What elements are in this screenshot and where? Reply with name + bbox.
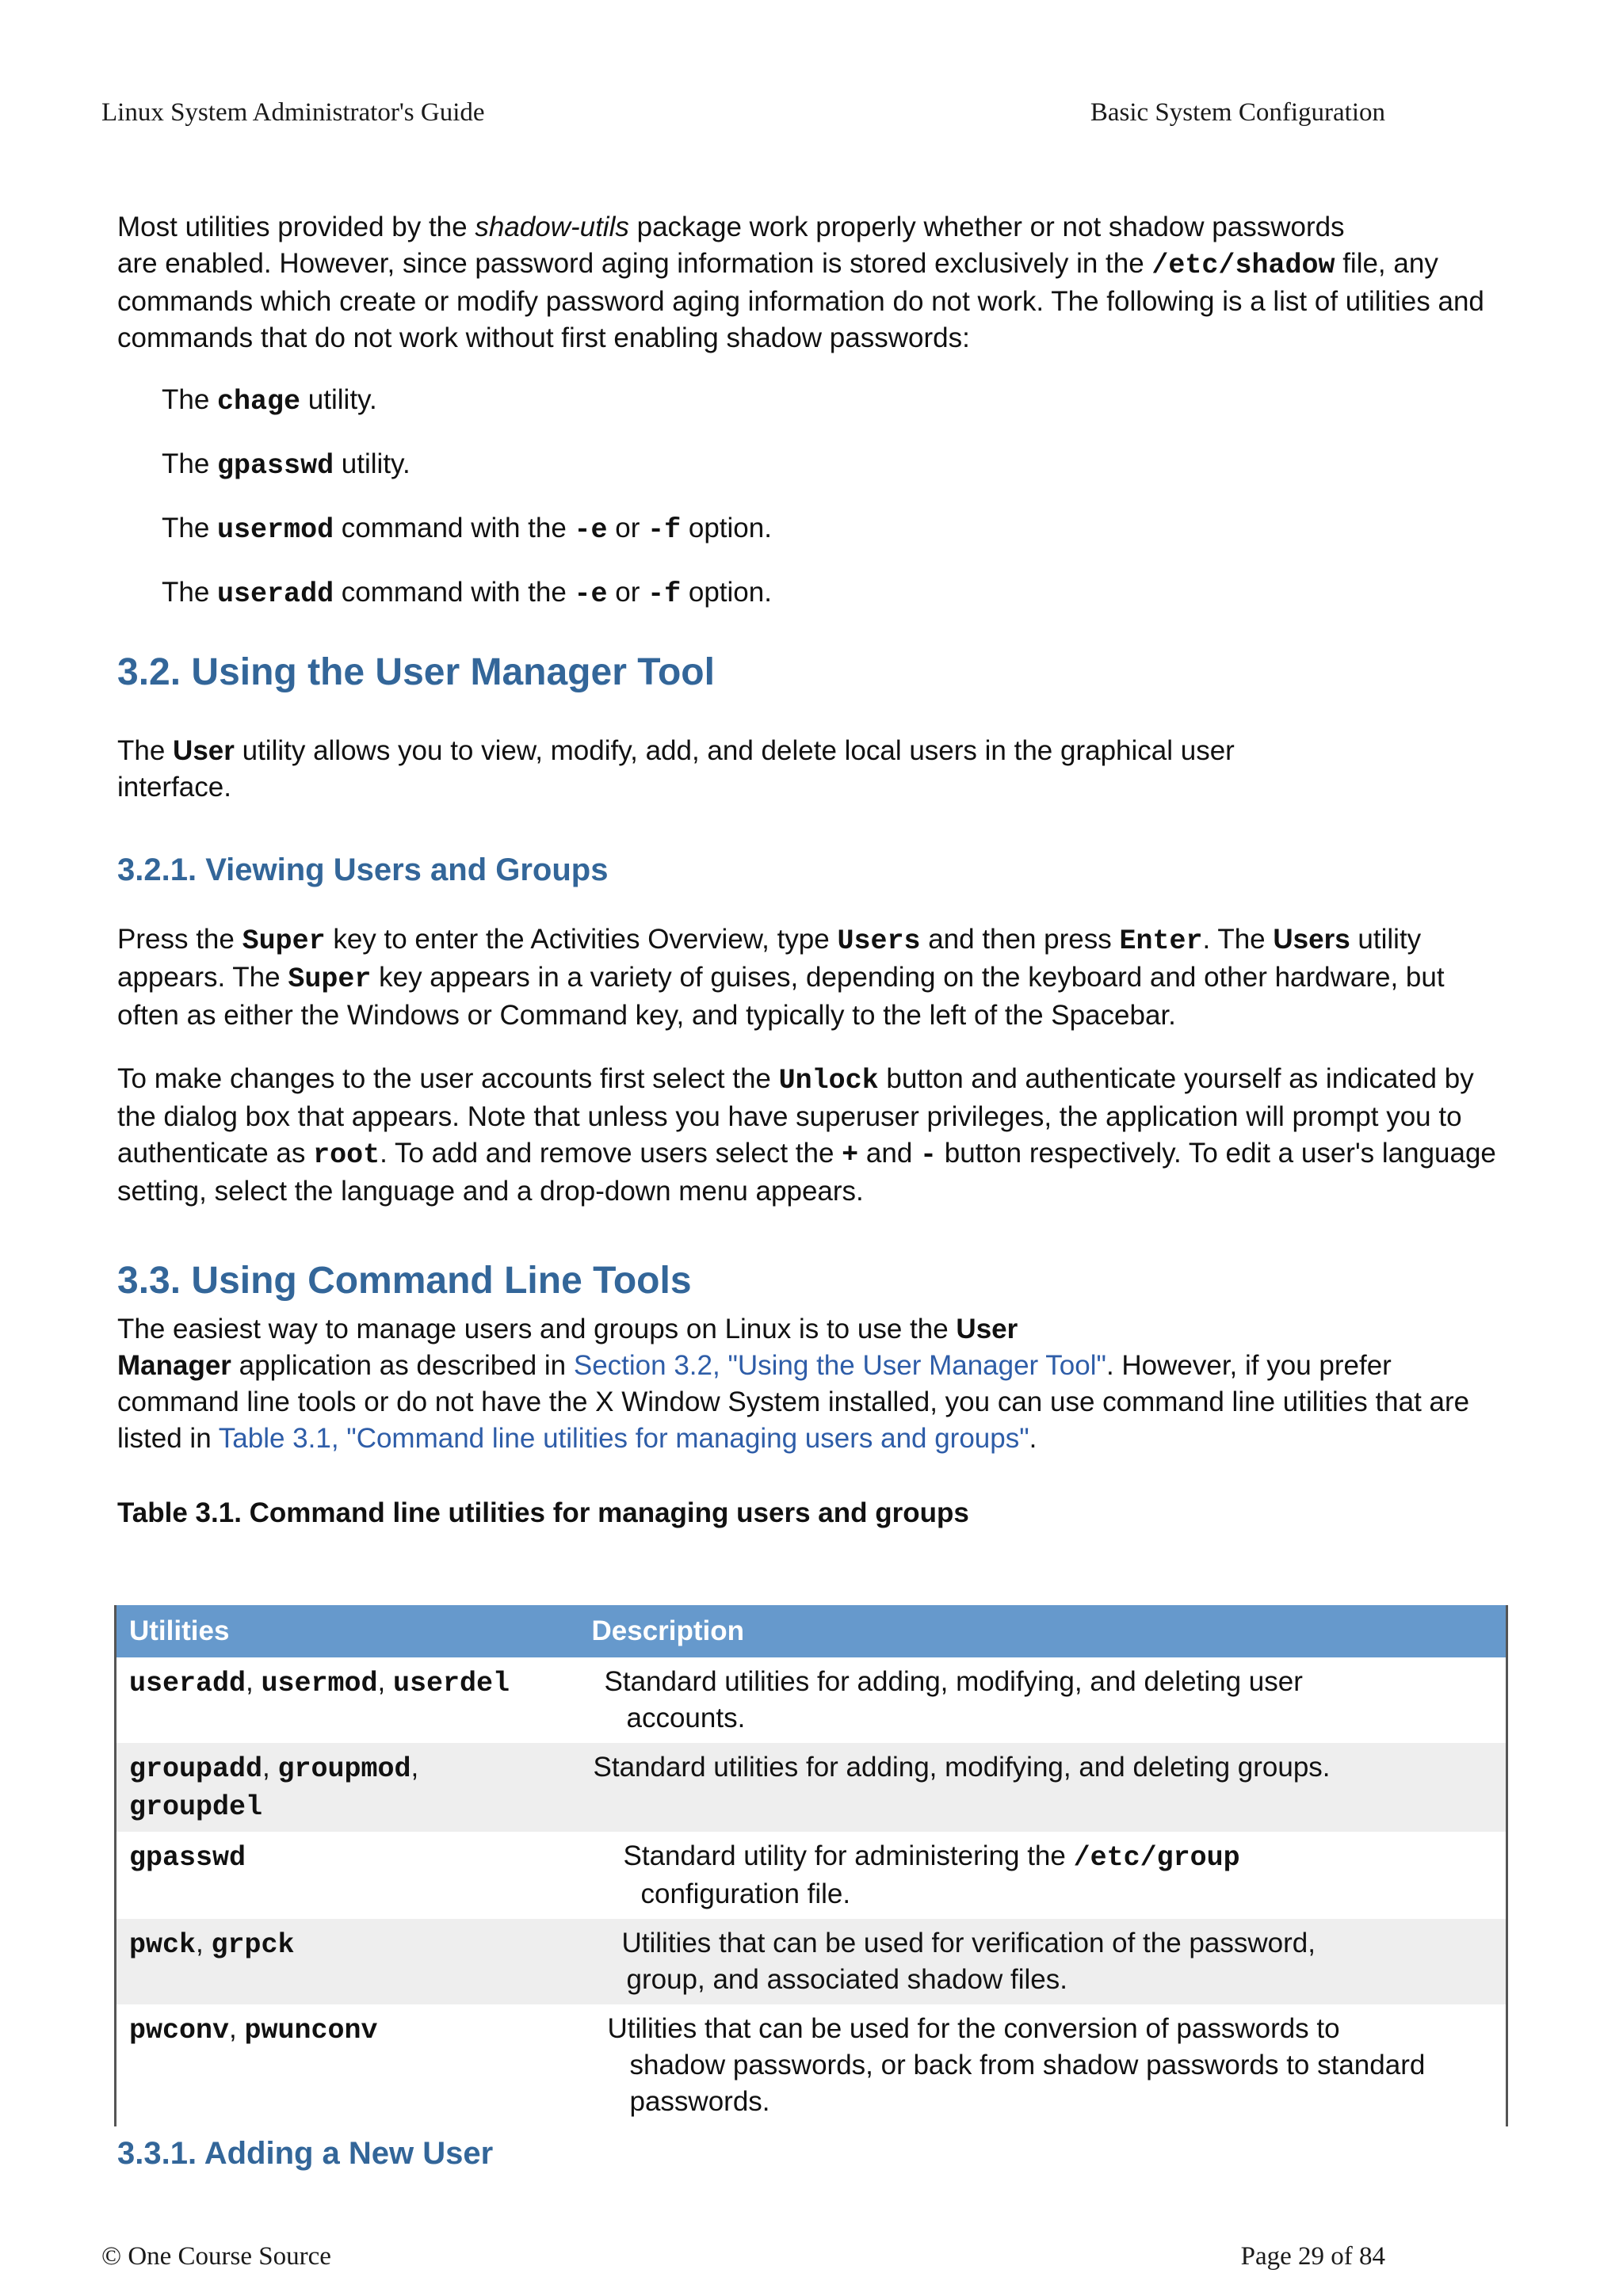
user-name: root <box>313 1139 380 1171</box>
table-row <box>116 1743 1507 1832</box>
running-header <box>101 98 1385 128</box>
separator: , <box>229 2013 245 2044</box>
table-caption: Table 3.1. Command line utilities for managing users and groups <box>117 1497 969 1528</box>
section-heading-3-2-1: 3.2.1. Viewing Users and Groups <box>117 852 609 887</box>
command: pwconv <box>129 2015 230 2046</box>
table-row <box>116 1832 1507 1919</box>
typed-text: Users <box>837 925 921 957</box>
text: Standard utilities for adding, modifying, and deleting user <box>604 1666 1303 1697</box>
text: accounts. <box>626 1703 746 1733</box>
text: . <box>1029 1423 1037 1454</box>
text: file, any commands which create or modify password aging information do not work. The following is a list of utilities and commands that do not work without first enabling shadow passwords: <box>117 248 1484 353</box>
section-heading-3-3-1: 3.3.1. Adding a New User <box>117 2136 494 2171</box>
text: Utilities that can be used for verification of the password, <box>621 1928 1316 1958</box>
option: -e <box>574 514 608 546</box>
text: The <box>117 735 174 766</box>
option: -f <box>647 514 682 546</box>
command: grpck <box>211 1929 295 1961</box>
text: button respectively. To edit a user's language setting, select the language and a drop-down menu appears. <box>117 1138 1496 1207</box>
column-header: Utilities <box>116 1605 579 1657</box>
utilities-cell <box>116 1832 579 1919</box>
utilities-cell <box>116 1657 579 1743</box>
package-name: shadow-utils <box>475 212 629 242</box>
app-name: User <box>956 1314 1018 1344</box>
separator: , <box>262 1752 278 1783</box>
separator: , <box>377 1666 393 1697</box>
table-row <box>116 2004 1507 2126</box>
text: utility allows you to view, modify, add, and delete local users in the graphical user interface. <box>117 735 1235 803</box>
section-link[interactable]: Section 3.2, "Using the User Manager Tool" <box>573 1350 1106 1381</box>
command: groupadd <box>129 1753 263 1785</box>
utilities-cell <box>116 2004 579 2126</box>
utilities-table <box>114 1605 1508 2126</box>
description-cell <box>579 1919 1507 2004</box>
separator: , <box>411 1752 419 1783</box>
utilities-cell <box>116 1743 579 1832</box>
command: useradd <box>129 1668 246 1699</box>
header-book-title: Linux System Administrator's Guide <box>101 98 485 127</box>
text: utility appears. The <box>117 924 1422 993</box>
text: configuration file. <box>640 1878 851 1909</box>
section-3-2-paragraph <box>117 733 1290 806</box>
section-3-3-paragraph <box>117 1311 1512 1457</box>
text: shadow passwords, or back from shadow passwords to standard <box>629 2050 1426 2081</box>
text: Standard utility for administering the <box>623 1840 1074 1871</box>
command: pwck <box>129 1929 197 1961</box>
app-name: Users <box>1273 924 1350 955</box>
text: . However, if you prefer command line tools or do not have the X Window System installed, you can use command line utilities that are listed in <box>117 1350 1470 1454</box>
page-number: Page 29 of 84 <box>1240 2242 1385 2271</box>
text: key to enter the Activities Overview, type <box>325 924 838 955</box>
key-name: Super <box>242 925 326 957</box>
option: -f <box>647 578 682 610</box>
section-heading-3-3: 3.3. Using Command Line Tools <box>117 1260 692 1302</box>
command: gpasswd <box>217 450 334 482</box>
shadow-file-path: /etc/shadow <box>1151 250 1335 281</box>
text: passwords. <box>629 2086 770 2117</box>
text: . To add and remove users select the <box>380 1138 842 1169</box>
option: -e <box>574 578 608 610</box>
table-row <box>116 1657 1507 1743</box>
table-header-row <box>116 1605 1507 1657</box>
column-header: Description <box>579 1605 1507 1657</box>
description-cell <box>579 1743 1507 1832</box>
app-name: Manager <box>117 1350 231 1381</box>
command: usermod <box>261 1668 378 1699</box>
command: groupmod <box>277 1753 411 1785</box>
header-chapter-title: Basic System Configuration <box>1090 98 1385 127</box>
description-cell <box>579 1832 1507 1919</box>
separator: , <box>246 1666 262 1697</box>
text: application as described in <box>231 1350 574 1381</box>
command: gpasswd <box>129 1842 246 1874</box>
intro-paragraph <box>117 209 1512 357</box>
text: package work properly whether or not shadow passwords <box>628 212 1345 242</box>
command: usermod <box>217 514 334 546</box>
description-cell <box>579 2004 1507 2126</box>
text: option. <box>681 513 772 543</box>
description-cell <box>579 1657 1507 1743</box>
text: button and authenticate yourself as indicated by the dialog box that appears. Note that unless you have superuser privileges, the application will prompt you to authenticate as <box>117 1063 1474 1169</box>
text: The easiest way to manage users and groups on Linux is to use the <box>117 1314 957 1344</box>
text: and <box>858 1138 921 1169</box>
text: The <box>162 384 218 415</box>
table-row <box>116 1919 1507 2004</box>
text: Standard utilities for adding, modifying, and deleting groups. <box>593 1752 1331 1783</box>
command: userdel <box>392 1668 510 1699</box>
utilities-cell <box>116 1919 579 2004</box>
text: or <box>607 513 648 543</box>
command: groupdel <box>129 1791 263 1823</box>
list-item <box>162 446 1512 484</box>
list-item <box>162 574 1512 612</box>
separator: , <box>196 1928 212 1958</box>
text: . The <box>1202 924 1274 955</box>
command: pwunconv <box>244 2015 378 2046</box>
button-name: Unlock <box>778 1065 879 1097</box>
button-name: + <box>842 1139 859 1171</box>
text: The <box>162 577 218 608</box>
text: and then press <box>920 924 1120 955</box>
text: Most utilities provided by the <box>117 212 475 242</box>
text: key appears in a variety of guises, depending on the keyboard and other hardware, but often as either the Windows or Command key, and typically to the left of the Spacebar. <box>117 962 1445 1031</box>
text: option. <box>681 577 772 608</box>
text: The <box>162 448 218 479</box>
text: The <box>162 513 218 543</box>
key-name: Enter <box>1119 925 1203 957</box>
table-link[interactable]: Table 3.1, "Command line utilities for managing users and groups" <box>218 1423 1029 1454</box>
text: or <box>607 577 648 608</box>
text: utility. <box>334 448 411 479</box>
text: command with the <box>334 577 575 608</box>
group-file-path: /etc/group <box>1073 1842 1240 1874</box>
text: Utilities that can be used for the conversion of passwords to <box>607 2013 1340 2044</box>
page-content <box>117 209 1512 1531</box>
text: group, and associated shadow files. <box>626 1964 1067 1995</box>
text: command with the <box>334 513 575 543</box>
text: To make changes to the user accounts first select the <box>117 1063 779 1094</box>
section-heading-3-2: 3.2. Using the User Manager Tool <box>117 651 715 693</box>
app-name: User <box>173 735 235 766</box>
viewing-users-paragraph-1 <box>117 921 1512 1034</box>
list-item <box>162 510 1512 548</box>
key-name: Super <box>288 963 372 995</box>
copyright: © One Course Source <box>101 2242 331 2271</box>
text: utility. <box>300 384 377 415</box>
list-item <box>162 382 1512 420</box>
viewing-users-paragraph-2 <box>117 1061 1512 1210</box>
button-name: - <box>920 1139 938 1171</box>
running-footer <box>101 2242 1385 2271</box>
text: are enabled. However, since password aging information is stored exclusively in the <box>117 248 1152 279</box>
text: Press the <box>117 924 242 955</box>
command: chage <box>217 386 301 418</box>
command: useradd <box>217 578 334 610</box>
